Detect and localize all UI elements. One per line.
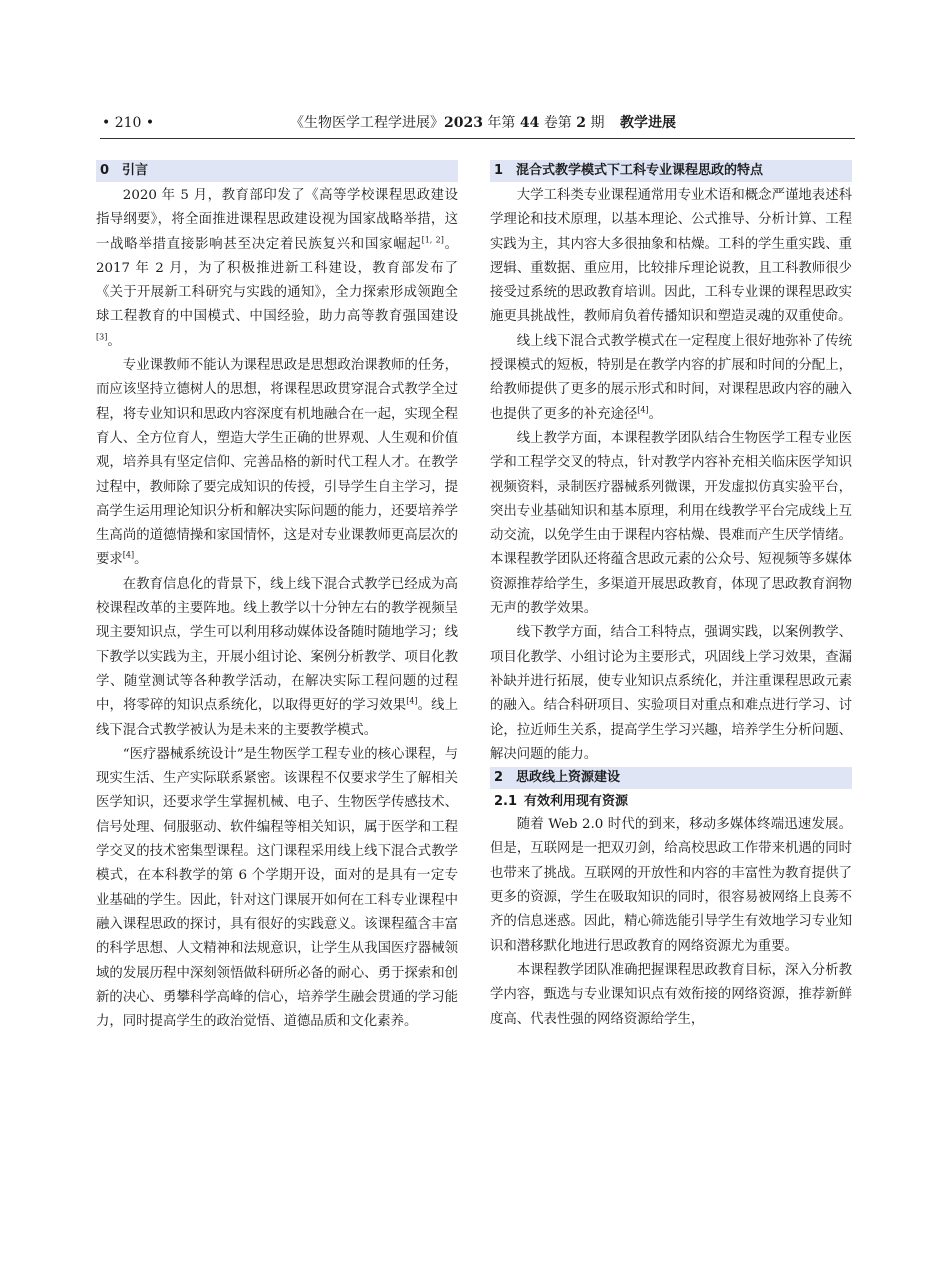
right-column: [490, 160, 852, 1032]
subsection-heading: [490, 791, 852, 813]
section-heading-online-resources: [490, 767, 852, 789]
paragraph-text: 。: [107, 333, 121, 349]
journal-year: 2023: [444, 115, 483, 131]
section-title: 混合式教学模式下工科专业课程思政的特点: [516, 163, 764, 178]
subsection-title: 有效利用现有资源: [524, 794, 629, 810]
paragraph: “医疗器械系统设计”是生物医学工程专业的核心课程，与现实生活、生产实际联系紧密。该课程不仅要求学生了解相关医学知识，还要求学生掌握机械、电子、生物医学传感技术、信号处理、伺服驱动、软件编程等相关知识，属于医学和工程学交叉的技术密集型课程。这门课程采用线上线下混合式教学模式，在本科教学的第 6 个学期开设，面对的是具有一定专业基础的学生。因此，针对这门课展开如何在工科专业课程中融入课程思政的探讨，具有很好的实践意义。该课程蕴含丰富的科学思想、人文精神和法规意识，让学生从我国医疗器械领域的发展历程中深刻领悟做科研所必备的耐心、勇于探索和创新的决心、勇攀科学高峰的信心，培养学生融会贯通的学习能力，同时提高学生的政治觉悟、道德品质和文化素养。: [96, 746, 458, 1030]
section-title: 思政线上资源建设: [516, 770, 621, 786]
paragraph: 本课程教学团队准确把握课程思政教育目标，深入分析教学内容，甄选与专业课知识点有效衔接的网络资源，推荐新鲜度高、代表性强的网络资源给学生，: [490, 962, 852, 1027]
paragraph-text: 。: [134, 552, 148, 568]
paragraph: [96, 573, 458, 743]
section-heading-introduction: [96, 160, 458, 182]
paragraph: 大学工科类专业课程通常用专业术语和概念严谨地表述科学理论和技术原理，以基本理论、公式推导、分析计算、工程实践为主，其内容大多很抽象和枯燥。工科的学生重实践、重逻辑、重数据、重应用，比较排斥理论说教，且工科教师很少接受过系统的思政教育培训。因此，工科专业课的课程思政实施更具挑战性，教师肩负着传播知识和塑造灵魂的双重使命。: [490, 188, 852, 325]
citation-ref: [4]: [637, 405, 649, 415]
issue-unit: 期: [586, 115, 605, 131]
paragraph: [96, 184, 458, 354]
paragraph-text: 。线上线下混合式教学被认为是未来的主要教学模式。: [96, 698, 459, 738]
paragraph-text: 专业课教师不能认为课程思政是思想政治课教师的任务，而应该坚持立德树人的思想，将课程思政贯穿混合式教学全过程，将专业知识和思政内容深度有机地融合在一起，实现全程育人、全方位育人，塑造大学生正确的世界观、人生观和价值观，培养具有坚定信仰、完善品格的新时代工程人才。在教学过程中，教师除了要完成知识的传授，引导学生自主学习，提高学生运用理论知识分析和解决实际问题的能力，还要培养学生高尚的道德情操和家国情怀，这是对专业课教师更高层次的要求: [96, 358, 458, 568]
year-unit: 年第: [482, 115, 520, 131]
journal-volume: 44: [519, 115, 540, 131]
paragraph: 随着 Web 2.0 时代的到来，移动多媒体终端迅速发展。但是，互联网是一把双刃剑，给高校思政工作带来机遇的同时也带来了挑战。互联网的开放性和内容的丰富性为教育提供了更多的资源，学生在吸取知识的同时，很容易被网络上良莠不齐的信息迷惑。因此，精心筛选能引导学生有效地学习专业知识和潜移默化地进行思政教育的网络资源尤为重要。: [490, 817, 852, 954]
page-number: • 210 •: [102, 115, 155, 131]
journal-issue: 2: [576, 115, 587, 131]
citation-ref: [4]: [406, 696, 418, 706]
paragraph: [490, 330, 852, 427]
journal-name: 《生物医学工程学进展》: [290, 115, 444, 131]
section-number: 0: [100, 163, 110, 178]
subsection-number: 2.1: [494, 794, 518, 810]
paragraph-text: 2020 年 5 月，教育部印发了《高等学校课程思政建设指导纲要》，将全面推进课程思政建设视为国家战略举措，这一战略举措直接影响甚至决定着民族复兴和国家崛起: [96, 188, 458, 252]
section-number: 1: [494, 163, 504, 178]
section-name: 教学进展: [620, 115, 676, 131]
left-column: [96, 160, 458, 1034]
running-header: [100, 108, 855, 139]
paragraph: 线下教学方面，结合工科特点，强调实践，以案例教学、项目化教学、小组讨论为主要形式，巩固线上学习效果，查漏补缺并进行拓展，使专业知识点系统化，并注重课程思政元素的融入。结合科研项目、实验项目对重点和难点进行学习、讨论，拉近师生关系，提高学生学习兴趣，培养学生分析问题、解决问题的能力。: [490, 625, 852, 762]
paragraph-text: 在教育信息化的背景下，线上线下混合式教学已经成为高校课程改革的主要阵地。线上教学以十分钟左右的教学视频呈现主要知识点，学生可以利用移动媒体设备随时随地学习；线下教学以实践为主，开展小组讨论、案例分析教学、项目化教学、随堂测试等各种教学活动，在解决实际工程问题的过程中，将零碎的知识点系统化，以取得更好的学习效果: [96, 576, 458, 714]
citation-ref: [1, 2]: [421, 235, 444, 245]
volume-unit: 卷第: [539, 115, 577, 131]
citation-ref: [4]: [122, 550, 135, 560]
paragraph: [96, 354, 458, 573]
paragraph-text: 。: [648, 406, 663, 422]
paragraph-text: 线上线下混合式教学模式在一定程度上很好地弥补了传统授课模式的短板，特别是在教学内容的扩展和时间的分配上，给教师提供了更多的展示形式和时间，对课程思政内容的融入也提供了更多的补充途径: [490, 333, 852, 422]
journal-citation: [290, 108, 604, 138]
citation-ref: [3]: [96, 332, 108, 342]
paragraph-text: 。2017 年 2 月，为了积极推进新工科建设，教育部发布了《关于开展新工科研究与实践的通知》，全力探索形成领跑全球工程教育的中国模式、中国经验，助力高等教育强国建设: [96, 236, 459, 325]
section-heading-features: [490, 160, 852, 182]
paragraph: 线上教学方面，本课程教学团队结合生物医学工程专业医学和工程学交叉的特点，针对教学内容补充相关临床医学知识视频资料，录制医疗器械系列微课，开发虚拟仿真实验平台，突出专业基础知识和基本原理，利用在线教学平台完成线上互动交流，以免学生由于课程内容枯燥、畏难而产生厌学情绪。本课程教学团队还将蕴含思政元素的公众号、短视频等多媒体资源推荐给学生，多渠道开展思政教育，体现了思政教育润物无声的教学效果。: [490, 430, 852, 617]
section-title: 引言: [122, 163, 149, 178]
section-number: 2: [494, 770, 504, 786]
